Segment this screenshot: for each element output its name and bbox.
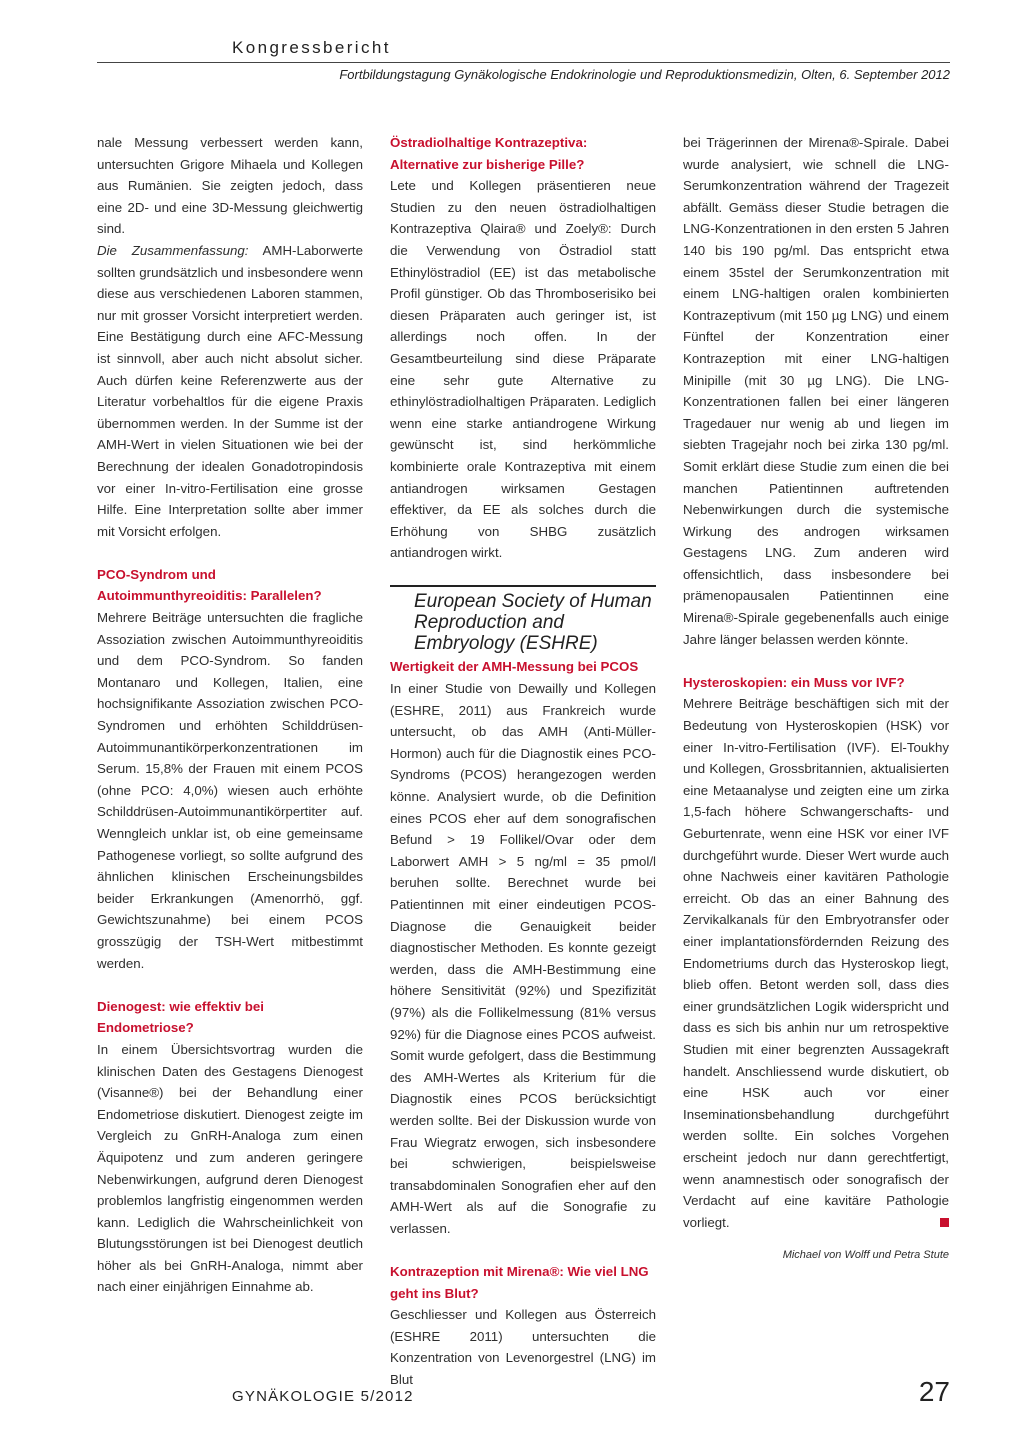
author-signature: Michael von Wolff und Petra Stute	[782, 1249, 949, 1262]
section-divider	[390, 585, 656, 587]
heading-pco-syndrom: PCO-Syndrom und Autoimmunthyreoiditis: Parallelen?	[97, 566, 322, 604]
column-right	[683, 132, 949, 1263]
paragraph-amh-continued: nale Messung verbessert werden kann, untersuchten Grigore Mihaela und Kollegen aus Rumänien. Sie zeigten jedoch, dass eine 2D- und eine 3D-Messung gleichwertig sind.	[97, 135, 363, 237]
journal-issue: GYNÄKOLOGIE 5/2012	[232, 1388, 414, 1405]
section-heading-eshre: European Society of Human Reproduction and Embryology (ESHRE)	[414, 591, 652, 655]
paragraph-summary	[97, 240, 363, 542]
heading-hysteroskopien: Hysteroskopien: ein Muss vor IVF?	[683, 674, 905, 690]
paragraph-oestradiol: Lete und Kollegen präsentieren neue Studien zu den neuen östradiolhaltigen Kontrazeptiva Qlaira® und Zoely®: Durch die Verwendung von Östradiol statt Ethinylöstradiol (EE) ist das metabolische Profil günstiger. Ob das Thromboserisiko bei diesen Präparaten auch geringer ist, ist allerdings noch offen. In der Gesamtbeurteilung sind diese Präparate eine sehr gute Alternative zu ethinylöstradiolhaltigen Präparaten. Lediglich wenn eine starke antiandrogene Wirkung gewünscht ist, sind herkömmliche kombinierte orale Kontrazeptiva mit einem antiandrogen wirksamen Gestagen effektiver, da EE als solches durch die Erhöhung von SHBG zusätzlich antiandrogen wirkt.	[390, 178, 656, 561]
paragraph-dienogest: In einem Übersichtsvortrag wurden die klinischen Daten des Gestagens Dienogest (Visanne®) bei der Behandlung einer Endometriose diskutiert. Dienogest zeigte im Vergleich zu GnRH-Analoga zum einen Äquipotenz und zum anderen geringere Nebenwirkungen, aufgrund deren Dienogest problemlos langfristig eingenommen werden kann. Lediglich die Wahrscheinlichkeit von Blutungsstörungen ist bei Dienogest deutlich höher als bei GnRH-Analoga, nimmt aber nach einer einjährigen Einnahme ab.	[97, 1041, 363, 1295]
summary-text: AMH-Laborwerte sollten grundsätzlich und insbesondere wenn diese aus verschiedenen Laboren stammen, nur mit grosser Vorsicht interpretiert werden. Eine Bestätigung durch eine AFC-Messung ist sinnvoll, aber auch nicht absolut sicher. Auch dürfen keine Referenzwerte aus der Literatur vorbehaltlos für die eigene Praxis übernommen werden. In der Summe ist der AMH-Wert in vielen Situationen wie bei der Berechnung der idealen Gonadotropindosis vor einer In-vitro-Fertilisation eine grosse Hilfe. Eine Interpretation sollte aber immer mit Vorsicht erfolgen.	[97, 242, 363, 539]
paragraph-pco-syndrom: Mehrere Beiträge untersuchten die fragliche Assoziation zwischen Autoimmunthyreoiditis und dem PCO-Syndrom. So fanden Montanaro und Kollegen, Italien, eine hochsignifikante Assoziation zwischen PCO-Syndromen und erhöhten Schilddrüsen-Autoimmunantikörperkonzentrationen im Serum. 15,8% der Frauen mit einem PCOS (ohne PCO: 4,0%) wiesen auch erhöhte Schilddrüsen-Autoimmunantikörpertiter auf. Wenngleich unklar ist, ob eine gemeinsame Pathogenese vorliegt, so sollte aufgrund des ähnlichen klinischen Erscheinungsbildes beider Erkrankungen (Amenorrhö, ggf. Gewichtszunahme) bei einem PCOS grosszügig der TSH-Wert mitbestimmt werden.	[97, 610, 363, 971]
paragraph-hysteroskopien	[683, 693, 949, 1233]
heading-dienogest: Dienogest: wie effektiv bei Endometriose?	[97, 998, 264, 1036]
section-title: Kongressbericht	[232, 38, 391, 57]
hysteroskopien-text: Mehrere Beiträge beschäftigen sich mit der Bedeutung von Hysteroskopien (HSK) vor einer In-vitro-Fertilisation (IVF). El-Toukhy und Kollegen, Grossbritannien, aktualisierten eine Metaanalyse und zeigten eine um zirka 1,5-fach höhere Schwangerschafts- und Geburtenrate, wenn eine HSK vor einer IVF durchgeführt wurde. Dieser Wert wurde auch ohne Nachweis einer kavitären Pathologie erreicht. Ob das an einer Bahnung des Zervikalkanals für den Embryotransfer oder einer implantationsfördernden Reizung des Endometriums durch das Hysteroskop liegt, blieb offen. Betont werden soll, dass dies einer grundsätzlichen Logik widerspricht und dass es sich bis anhin nur um retrospektive Studien mit einer begrenzten Aussagekraft handelt. Anschliessend wurde diskutiert, ob eine HSK auch vor einer Inseminationsbehandlung durchgeführt werden sollte. Ein solches Vorgehen erscheint jedoch nur dann gerechtfertigt, wenn anamnestisch oder sonografisch der Verdacht auf eine kavitäre Pathologie vorliegt.	[683, 696, 949, 1230]
heading-amh-pcos: Wertigkeit der AMH-Messung bei PCOS	[390, 659, 639, 675]
header-divider	[97, 62, 950, 63]
column-middle	[390, 132, 656, 1391]
paragraph-mirena-continued: bei Trägerinnen der Mirena®-Spirale. Dabei wurde analysiert, wie schnell die LNG-Serumkonzentration während der Tragezeit abfällt. Gemäss dieser Studie betragen die LNG-Konzentrationen in den ersten 5 Jahren 140 bis 190 pg/ml. Das entspricht etwa einem 35stel der Serumkonzentration mit einem LNG-haltigen oralen kombinierten Kontrazeptivum (mit 150 µg LNG) und einem Fünftel der Konzentration einer Kontrazeption mit einer LNG-haltigen Minipille (mit 30 µg LNG). Die LNG-Konzentrationen fallen bei einer längeren Tragedauer nur wenig ab und liegen im siebten Tragejahr noch bei zirka 130 pg/ml. Somit erklärt diese Studie zum einen die bei manchen Patientinnen auftretenden Nebenwirkungen durch die systemische Wirkung des androgen wirksamen Gestagens LNG. Zum anderen wird offensichtlich, dass insbesondere bei prämenopausalen Patientinnen eine Mirena®-Spirale gegebenenfalls auch einige Jahre länger belassen werden könnte.	[683, 135, 949, 647]
end-of-article-square-icon	[940, 1218, 949, 1227]
paragraph-amh-pcos: In einer Studie von Dewailly und Kollegen (ESHRE, 2011) aus Frankreich wurde untersucht, ob das AMH (Anti-Müller-Hormon) auch für die Diagnostik eines PCO-Syndroms (PCOS) herangezogen werden könne. Analysiert wurde, ob die Definition eines PCOS eher auf dem sonografischen Befund > 19 Follikel/Ovar oder dem Laborwert AMH > 5 ng/ml = 35 pmol/l beruhen sollte. Berechnet wurde bei Patientinnen mit einer eindeutigen PCOS-Diagnose die Genauigkeit beider diagnostischer Methoden. Es konnte gezeigt werden, dass die AMH-Bestimmung eine höhere Sensitivität (92%) und Spezifizität (97%) als die Follikelmessung (81% versus 92%) für die Diagnose eines PCOS aufweist. Somit wurde gefolgert, dass die Bestimmung des AMH-Wertes als Kriterium für die Diagnostik eines PCOS berücksichtigt werden sollte. Bei der Diskussion wurde von Frau Wiegratz erwogen, sich insbesondere bei schwierigen, beispielsweise transabdominalen Sonografien eher auf den AMH-Wert als auf die Sonografie zu verlassen.	[390, 681, 656, 1236]
page-number: 27	[918, 1376, 950, 1407]
event-subtitle: Fortbildungstagung Gynäkologische Endokrinologie und Reproduktionsmedizin, Olten, 6. September 2012	[339, 67, 950, 82]
heading-oestradiol: Östradiolhaltige Kontrazeptiva: Alternative zur bisherige Pille?	[390, 135, 588, 172]
summary-lead: Die Zusammenfassung:	[97, 242, 249, 258]
heading-mirena: Kontrazeption mit Mirena®: Wie viel LNG geht ins Blut?	[390, 1264, 649, 1301]
column-left	[97, 132, 363, 1298]
paragraph-mirena: Geschliesser und Kollegen aus Österreich (ESHRE 2011) untersuchten die Konzentration von Levenorgestrel (LNG) im Blut	[390, 1307, 656, 1388]
